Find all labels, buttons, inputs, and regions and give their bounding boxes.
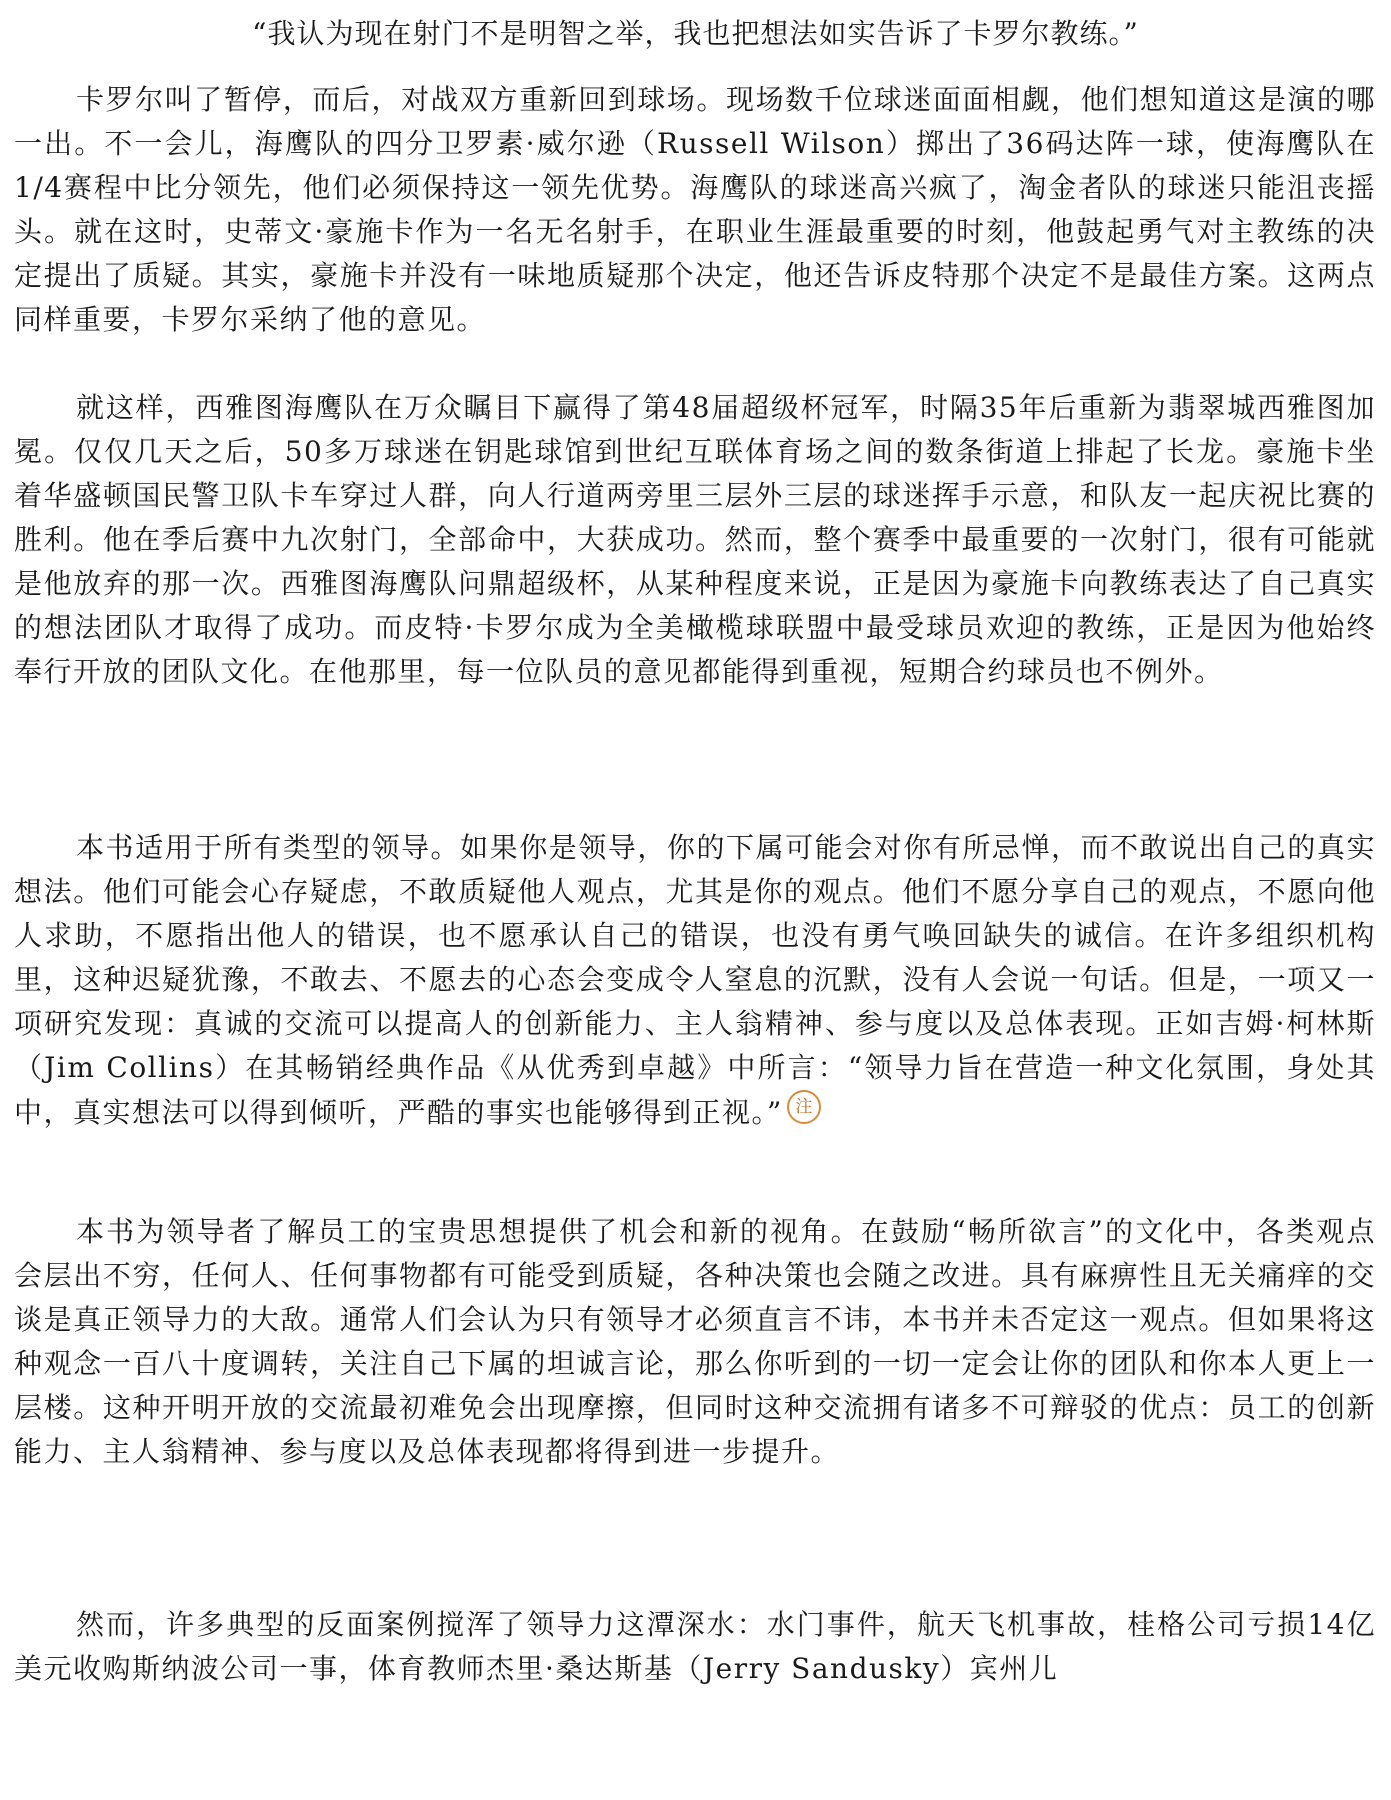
footnote-icon[interactable]: 注 (787, 1090, 821, 1124)
paragraph-2: 就这样，西雅图海鹰队在万众瞩目下赢得了第48届超级杯冠军，时隔35年后重新为翡翠城西雅图加冕。仅仅几天之后，50多万球迷在钥匙球馆到世纪互联体育场之间的数条街道上排起了长龙。豪施卡坐着华盛顿国民警卫队卡车穿过人群，向人行道两旁里三层外三层的球迷挥手示意，和队友一起庆祝比赛的胜利。他在季后赛中九次射门，全部命中，大获成功。然而，整个赛季中最重要的一次射门，很有可能就是他放弃的那一次。西雅图海鹰队问鼎超级杯，从某种程度来说，正是因为豪施卡向教练表达了自己真实的想法团队才取得了成功。而皮特·卡罗尔成为全美橄榄球联盟中最受球员欢迎的教练，正是因为他始终奉行开放的团队文化。在他那里，每一位队员的意见都能得到重视，短期合约球员也不例外。 (14, 391, 1376, 688)
paragraph-4: 本书为领导者了解员工的宝贵思想提供了机会和新的视角。在鼓励“畅所欲言”的文化中，各类观点会层出不穷，任何人、任何事物都有可能受到质疑，各种决策也会随之改进。具有麻痹性且无关痛痒的交谈是真正领导力的大敌。通常人们会认为只有领导才必须直言不讳，本书并未否定这一观点。但如果将这种观念一百八十度调转，关注自己下属的坦诚言论，那么你听到的一切一定会让你的团队和你本人更上一层楼。这种开明开放的交流最初难免会出现摩擦，但同时这种交流拥有诸多不可辩驳的优点：员工的创新能力、主人翁精神、参与度以及总体表现都将得到进一步提升。 (14, 1215, 1376, 1468)
paragraph-1: 卡罗尔叫了暂停，而后，对战双方重新回到球场。现场数千位球迷面面相觑，他们想知道这是演的哪一出。不一会儿，海鹰队的四分卫罗素·威尔逊（Russell Wilson）掷出了36码达阵一球，使海鹰队在1/4赛程中比分领先，他们必须保持这一领先优势。海鹰队的球迷高兴疯了，淘金者队的球迷只能沮丧摇头。就在这时，史蒂文·豪施卡作为一名无名射手，在职业生涯最重要的时刻，他鼓起勇气对主教练的决定提出了质疑。其实，豪施卡并没有一味地质疑那个决定，他还告诉皮特那个决定不是最佳方案。这两点同样重要，卡罗尔采纳了他的意见。 (14, 83, 1376, 336)
opening-quote: “我认为现在射门不是明智之举，我也把想法如实告诉了卡罗尔教练。” (252, 17, 1139, 50)
paragraph-5: 然而，许多典型的反面案例搅浑了领导力这潭深水：水门事件，航天飞机事故，桂格公司亏损14亿美元收购斯纳波公司一事，体育教师杰里·桑达斯基（Jerry Sandusky）宾州儿 (14, 1608, 1376, 1685)
paragraph-3-text: 本书适用于所有类型的领导。如果你是领导，你的下属可能会对你有所忌惮，而不敢说出自己的真实想法。他们可能会心存疑虑，不敢质疑他人观点，尤其是你的观点。他们不愿分享自己的观点，不愿向他人求助，不愿指出他人的错误，也不愿承认自己的错误，也没有勇气唤回缺失的诚信。在许多组织机构里，这种迟疑犹豫，不敢去、不愿去的心态会变成令人窒息的沉默，没有人会说一句话。但是，一项又一项研究发现：真诚的交流可以提高人的创新能力、主人翁精神、参与度以及总体表现。正如吉姆·柯林斯（Jim Collins）在其畅销经典作品《从优秀到卓越》中所言：“领导力旨在营造一种文化氛围，身处其中，真实想法可以得到倾听，严酷的事实也能够得到正视。” (14, 831, 1376, 1129)
paragraph-3 (14, 826, 1376, 1135)
